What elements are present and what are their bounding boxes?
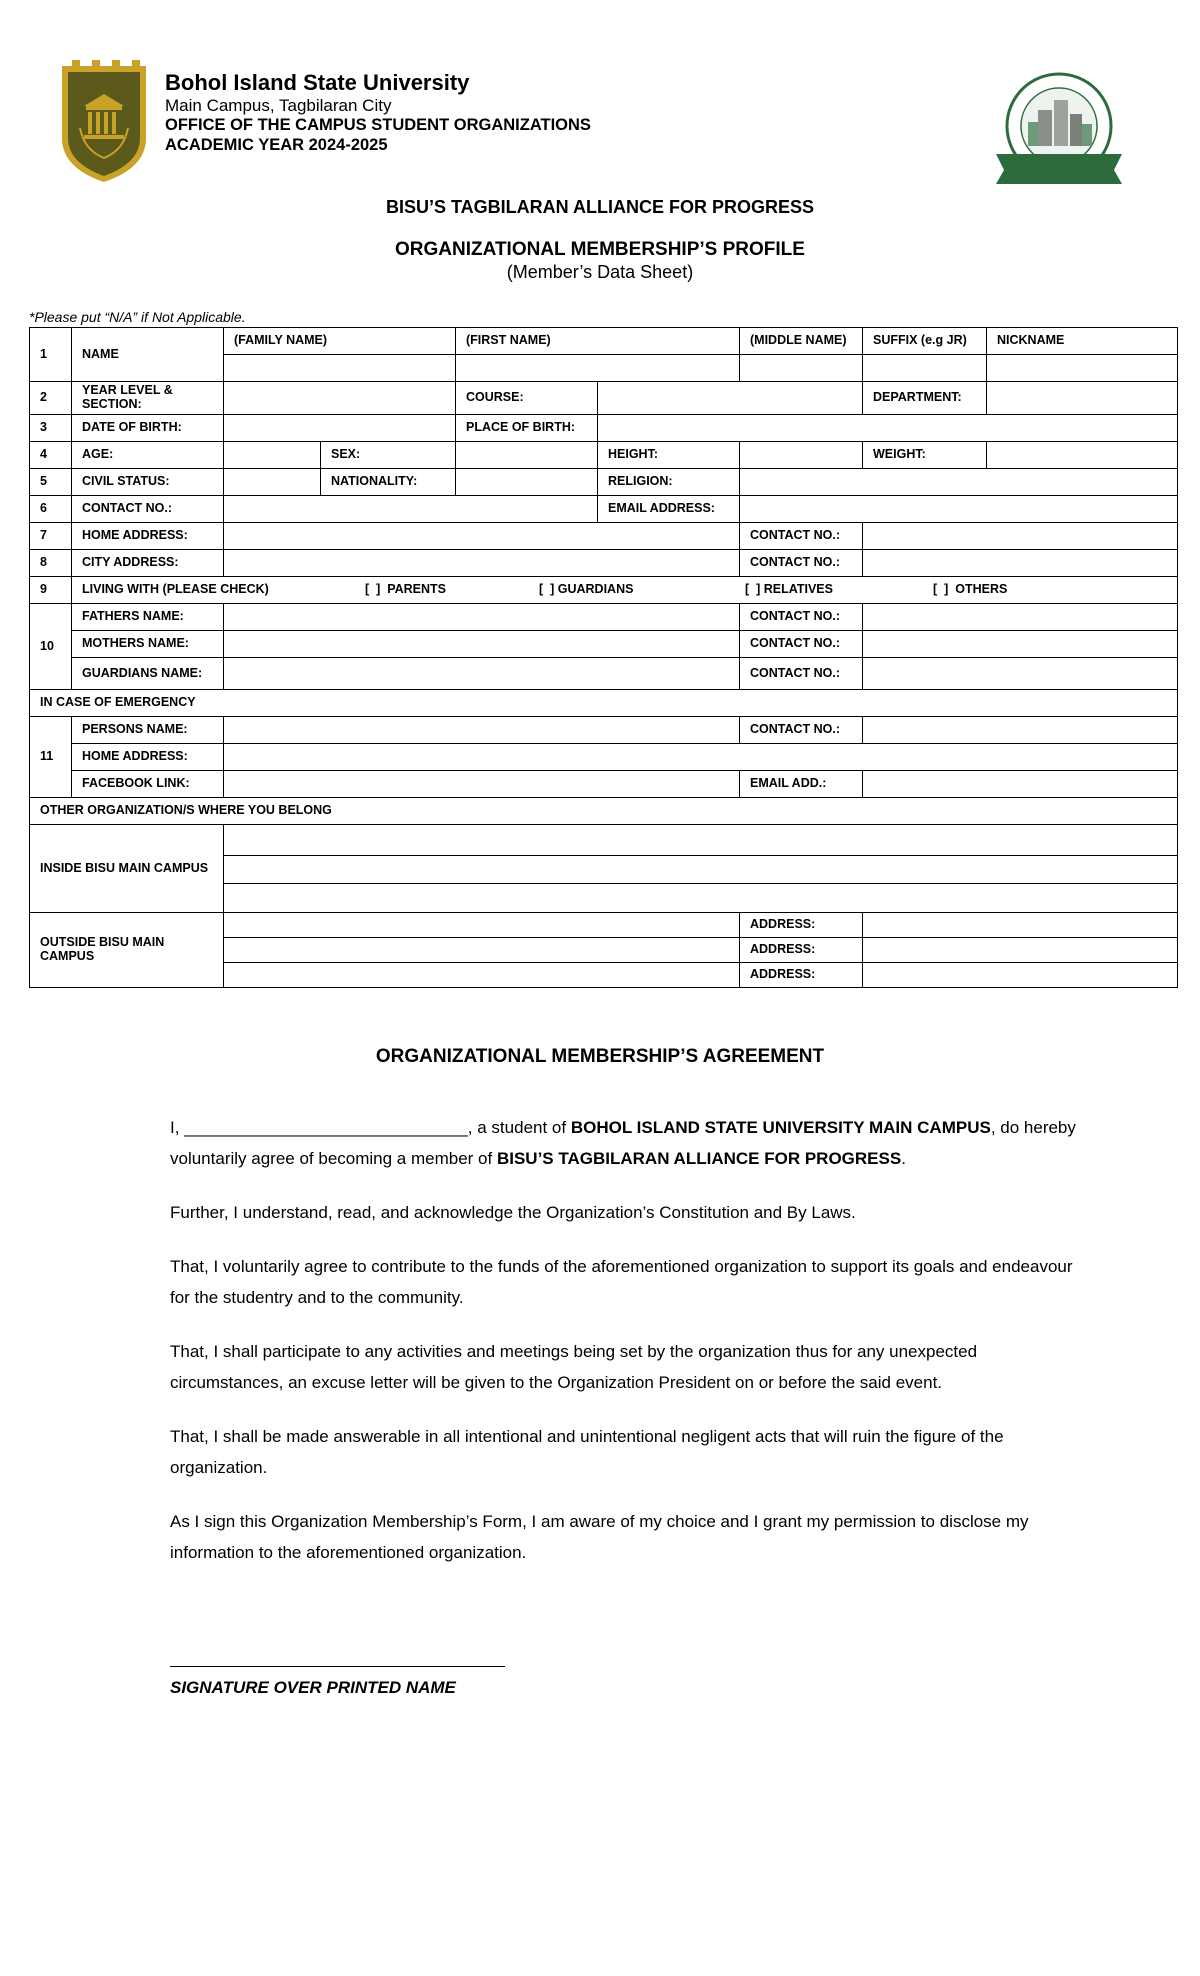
first-name-field[interactable] [456, 355, 740, 382]
outside-org-field-2[interactable] [224, 938, 740, 963]
city-contact-field[interactable] [863, 550, 1178, 577]
inside-org-field-1[interactable] [224, 825, 1178, 856]
family-name-field[interactable] [224, 355, 456, 382]
academic-year: ACADEMIC YEAR 2024-2025 [165, 135, 388, 154]
agreement-paragraph-6: As I sign this Organization Membership’s Form, I am aware of my choice and I grant my permission to disclose my information to the aforementioned organization. [170, 1512, 1029, 1562]
weight-label: WEIGHT: [863, 442, 987, 469]
row-number: 9 [30, 577, 72, 604]
row-number: 7 [30, 523, 72, 550]
agreement-paragraph-5: That, I shall be made answerable in all intentional and unintentional negligent acts that will ruin the figure of the organization. [170, 1427, 1004, 1477]
home-address-label: HOME ADDRESS: [72, 523, 224, 550]
living-with-row [72, 577, 1178, 604]
height-label: HEIGHT: [598, 442, 740, 469]
checkbox-guardians[interactable]: [ ] GUARDIANS [539, 582, 634, 597]
fathers-name-label: FATHERS NAME: [72, 604, 224, 631]
fathers-contact-label: CONTACT NO.: [740, 604, 863, 631]
emergency-contact-field[interactable] [863, 717, 1178, 744]
agreement-text: , do hereby voluntarily agree of becoming a member of [170, 1118, 1076, 1168]
outside-org-field-3[interactable] [224, 963, 740, 988]
nationality-label: NATIONALITY: [321, 469, 456, 496]
agreement-paragraph-2: Further, I understand, read, and acknowledge the Organization’s Constitution and By Laws. [170, 1203, 856, 1222]
outside-address-field-2[interactable] [863, 938, 1178, 963]
age-field[interactable] [224, 442, 321, 469]
row-number: 2 [30, 382, 72, 415]
religion-label: RELIGION: [598, 469, 740, 496]
outside-address-field-3[interactable] [863, 963, 1178, 988]
mothers-contact-field[interactable] [863, 631, 1178, 658]
religion-field[interactable] [740, 469, 1178, 496]
course-field[interactable] [598, 382, 863, 415]
fathers-contact-field[interactable] [863, 604, 1178, 631]
sex-label: SEX: [321, 442, 456, 469]
living-with-label: LIVING WITH (PLEASE CHECK) [82, 582, 269, 597]
outside-campus-label: OUTSIDE BISU MAIN CAMPUS [30, 913, 224, 988]
dob-label: DATE OF BIRTH: [72, 415, 224, 442]
inside-org-field-2[interactable] [224, 856, 1178, 884]
nickname-label: NICKNAME [987, 328, 1178, 355]
nickname-field[interactable] [987, 355, 1178, 382]
middle-name-field[interactable] [740, 355, 863, 382]
mothers-contact-label: CONTACT NO.: [740, 631, 863, 658]
year-level-label: YEAR LEVEL & SECTION: [72, 382, 224, 415]
facebook-link-label: FACEBOOK LINK: [72, 771, 224, 798]
department-label: DEPARTMENT: [863, 382, 987, 415]
city-address-field[interactable] [224, 550, 740, 577]
agreement-organization: BISU’S TAGBILARAN ALLIANCE FOR PROGRESS [496, 1149, 902, 1168]
row-number: 1 [30, 328, 72, 382]
university-name: Bohol Island State University [165, 70, 470, 95]
campus-location: Main Campus, Tagbilaran City [165, 96, 392, 115]
pob-label: PLACE OF BIRTH: [456, 415, 598, 442]
outside-address-label: ADDRESS: [740, 963, 863, 988]
checkbox-others[interactable]: [ ] OTHERS [933, 582, 1008, 597]
row-number: 3 [30, 415, 72, 442]
nationality-field[interactable] [456, 469, 598, 496]
agreement-title: ORGANIZATIONAL MEMBERSHIP’S AGREEMENT [375, 1046, 825, 1067]
guardians-name-field[interactable] [224, 658, 740, 690]
agreement-text: I, ______________________________, a student of [170, 1118, 571, 1137]
emergency-header: IN CASE OF EMERGENCY [30, 690, 1178, 717]
outside-address-label: ADDRESS: [740, 913, 863, 938]
row-number: 6 [30, 496, 72, 523]
btap-logo [988, 70, 1130, 196]
weight-field[interactable] [987, 442, 1178, 469]
sex-field[interactable] [456, 442, 598, 469]
na-note: *Please put “N/A” if Not Applicable. [29, 309, 246, 325]
mothers-name-field[interactable] [224, 631, 740, 658]
suffix-field[interactable] [863, 355, 987, 382]
department-field[interactable] [987, 382, 1178, 415]
member-data-sheet [29, 327, 1178, 988]
organization-title: BISU’S TAGBILARAN ALLIANCE FOR PROGRESS [385, 197, 814, 217]
city-contact-label: CONTACT NO.: [740, 550, 863, 577]
profile-subtitle: (Member’s Data Sheet) [506, 262, 694, 282]
suffix-label: SUFFIX (e.g JR) [863, 328, 987, 355]
year-level-field[interactable] [224, 382, 456, 415]
checkbox-relatives[interactable]: [ ] RELATIVES [745, 582, 833, 597]
signature-line[interactable] [170, 1666, 505, 1667]
row-number: 4 [30, 442, 72, 469]
middle-name-label: (MIDDLE NAME) [740, 328, 863, 355]
pob-field[interactable] [598, 415, 1178, 442]
agreement-paragraph-3: That, I voluntarily agree to contribute to the funds of the aforementioned organization to support its goals and endeavour for the studentry and to the community. [170, 1257, 1073, 1307]
office-name: OFFICE OF THE CAMPUS STUDENT ORGANIZATIONS [165, 116, 591, 134]
persons-name-label: PERSONS NAME: [72, 717, 224, 744]
home-contact-label: CONTACT NO.: [740, 523, 863, 550]
profile-title: ORGANIZATIONAL MEMBERSHIP’S PROFILE [395, 239, 805, 260]
university-header [165, 72, 591, 156]
civil-status-field[interactable] [224, 469, 321, 496]
guardians-contact-label: CONTACT NO.: [740, 658, 863, 690]
city-address-label: CITY ADDRESS: [72, 550, 224, 577]
inside-campus-label: INSIDE BISU MAIN CAMPUS [30, 825, 224, 913]
row-number: 5 [30, 469, 72, 496]
row-number: 11 [30, 717, 72, 798]
checkbox-parents[interactable]: [ ] PARENTS [365, 582, 447, 597]
home-contact-field[interactable] [863, 523, 1178, 550]
outside-org-field-1[interactable] [224, 913, 740, 938]
email-address-label: EMAIL ADDRESS: [598, 496, 740, 523]
emergency-home-address-field[interactable] [224, 744, 1178, 771]
inside-org-field-3[interactable] [224, 884, 1178, 913]
age-label: AGE: [72, 442, 224, 469]
agreement-text: . [901, 1149, 906, 1168]
campus-student-organizations-logo [58, 58, 150, 186]
signature-label: SIGNATURE OVER PRINTED NAME [170, 1678, 456, 1697]
guardians-name-label: GUARDIANS NAME: [72, 658, 224, 690]
height-field[interactable] [740, 442, 863, 469]
name-label: NAME [72, 328, 224, 382]
mothers-name-label: MOTHERS NAME: [72, 631, 224, 658]
email-address-field[interactable] [740, 496, 1178, 523]
course-label: COURSE: [456, 382, 598, 415]
email-add-field[interactable] [863, 771, 1178, 798]
dob-field[interactable] [224, 415, 456, 442]
agreement-paragraph-1 [170, 1112, 1080, 1174]
fathers-name-field[interactable] [224, 604, 740, 631]
agreement-paragraph-4: That, I shall participate to any activities and meetings being set by the organization thus for any unexpected circumstances, an excuse letter will be given to the Organization President on or before the said event. [170, 1342, 978, 1392]
agreement-university: BOHOL ISLAND STATE UNIVERSITY MAIN CAMPUS [570, 1118, 991, 1137]
outside-address-label: ADDRESS: [740, 938, 863, 963]
civil-status-label: CIVIL STATUS: [72, 469, 224, 496]
row-number: 10 [30, 604, 72, 690]
contact-no-label: CONTACT NO.: [72, 496, 224, 523]
first-name-label: (FIRST NAME) [456, 328, 740, 355]
other-orgs-header: OTHER ORGANIZATION/S WHERE YOU BELONG [30, 798, 1178, 825]
emergency-home-address-label: HOME ADDRESS: [72, 744, 224, 771]
family-name-label: (FAMILY NAME) [224, 328, 456, 355]
facebook-link-field[interactable] [224, 771, 740, 798]
home-address-field[interactable] [224, 523, 740, 550]
contact-no-field[interactable] [224, 496, 598, 523]
guardians-contact-field[interactable] [863, 658, 1178, 690]
email-add-label: EMAIL ADD.: [740, 771, 863, 798]
emergency-contact-label: CONTACT NO.: [740, 717, 863, 744]
outside-address-field-1[interactable] [863, 913, 1178, 938]
persons-name-field[interactable] [224, 717, 740, 744]
row-number: 8 [30, 550, 72, 577]
